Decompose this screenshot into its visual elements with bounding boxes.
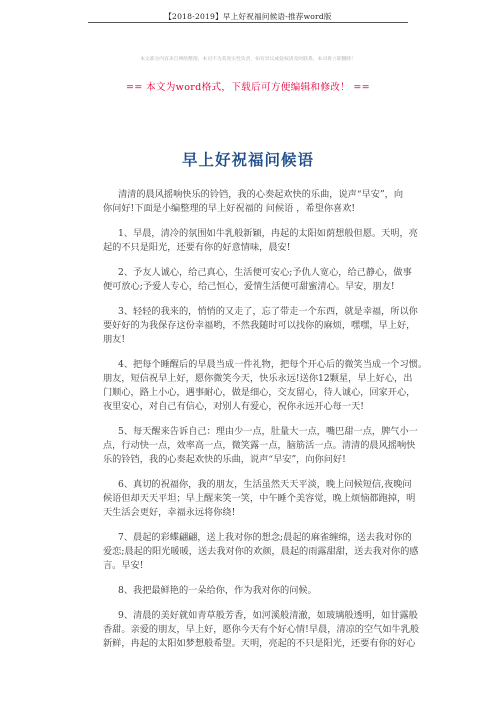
header-divider — [88, 22, 408, 23]
body-line: 便可放心;予爱人专心，给己恒心，爱情生活便可甜蜜清心。早安，朋友! — [103, 281, 395, 292]
body-line: 4、把每个睡醒后的早晨当成一件礼物，把每个开心后的微笑当成一个习惯。 — [118, 359, 428, 370]
body-line: 朋友，短信祝早上好，愿你微笑今天，快乐永远!送你12颗星，早上好心，出 — [103, 373, 413, 384]
body-line: 起的不只是阳光，还要有你的好意情味，晨安! — [103, 242, 291, 253]
body-line: 7、晨起的彩蝶翩翩，送上我对你的想念;晨起的麻雀缠绵，送去我对你的 — [118, 532, 412, 543]
body-line: 1、早晨，清冷的氛围如牛乳般新颖，冉起的太阳如荫想般但愿。天明，亮 — [118, 228, 418, 239]
word-format-notice: == 本文为word格式，下载后可方便编辑和修改！ == — [125, 82, 371, 93]
body-line: 点，行动快一点，效率高一点，微笑露一点，脑筋活一点。清清的晨风摇响快 — [103, 440, 416, 451]
body-line: 新鲜，冉起的太阳如梦想般希望。天明，亮起的不只是阳光，还要有你的好心 — [103, 638, 416, 649]
body-line: 6、真切的祝福你，我的朋友，生活虽然天天平淡，晚上问候短信,夜晚问 — [118, 479, 412, 490]
body-line: 9、清晨的美好就如青草般芳香，如河溪般清澈，如玻璃般透明，如甘露般 — [118, 610, 418, 621]
body-line: 要好好的为我保存这份幸福哟，不然我随时可以找你的麻烦，嘿嘿，早上好， — [103, 320, 416, 331]
body-line: 爱恋;晨起的阳光暖暖，送去我对你的欢颜，晨起的雨露甜甜，送去我对你的感 — [103, 546, 419, 557]
body-line: 香甜。亲爱的朋友，早上好，愿你今天有个好心情!早晨，清凉的空气如牛乳般 — [103, 624, 420, 635]
body-line: 8、我把最鲜艳的一朵给你，作为我对你的问候。 — [118, 585, 317, 596]
document-title: 早上好祝福问候语 — [181, 150, 314, 169]
body-line: 乐的铃铛，我的心奏起欢快的乐曲，说声“早安”，向你问好! — [103, 454, 346, 465]
body-line: 3、轻轻的我来的，悄悄的又走了，忘了带走一个东西，就是幸福，所以你 — [118, 306, 418, 317]
body-line: 夜里安心，对自己有信心，对别人有爱心，祝你永远开心每一天! — [103, 401, 364, 412]
body-line: 5、每天醒来告诉自己：理由少一点，肚量大一点，嘴巴甜一点，脾气小一 — [118, 426, 418, 437]
body-line: 门顺心，路上小心，遇事耐心，做是细心，交友留心，待人诚心，回家开心， — [103, 387, 416, 398]
page-header-title: 【2018-2019】早上好祝福问候语-推荐word版 — [164, 12, 332, 21]
body-line: 2、予友人诚心，给己真心，生活便可安心;予仇人宽心，给己静心，做事 — [118, 267, 412, 278]
body-line: 天生活会更好，幸福永远将你绕! — [103, 507, 236, 518]
body-line: 言。早安! — [103, 560, 144, 571]
body-line: 朋友! — [103, 334, 126, 345]
body-line: 候语但却天天平坦；早上醒来笑一笑，中午睡个美容觉，晚上烦恼都跑掉，明 — [103, 493, 416, 504]
disclaimer-text: 本文部分内容来自网络整理，本司不为其真实性负责，如有异议或侵权请及时联系，本司将立即删除！ — [140, 57, 356, 62]
body-line: 清清的晨风摇响快乐的铃铛，我的心奏起欢快的乐曲，说声“早安”，向 — [118, 189, 404, 200]
body-line: 你问好!下面是小编整理的早上好祝福的 问候语 ，希望你喜欢! — [103, 203, 356, 214]
